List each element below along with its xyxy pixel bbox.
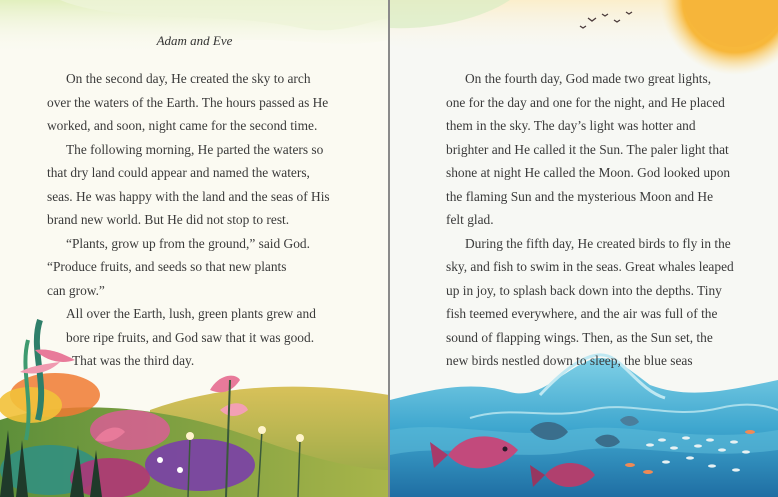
text-line: worked, and soon, night came for the second time. (47, 118, 318, 133)
left-page-text (47, 67, 330, 373)
text-line: On the fourth day, God made two great lights, (465, 71, 712, 86)
text-line: “Produce fruits, and seeds so that new plants (47, 259, 287, 274)
text-line: shone at night He called the Moon. God looked upon (446, 165, 731, 180)
right-page (390, 0, 778, 497)
text-line: new birds nestled down to sleep, the blue seas (446, 353, 693, 368)
yellow-shrub (0, 387, 62, 423)
text-line: The following morning, He parted the waters so (66, 141, 324, 157)
text-line: up in joy, to splash back down into the depths. Tiny (446, 282, 722, 298)
text-line: can grow.” (47, 282, 105, 298)
text-line: them in the sky. The day’s light was hotter and (446, 118, 696, 133)
text-line: brand new world. But He did not stop to rest. (47, 212, 290, 227)
text-line: That was the third day. (72, 353, 195, 368)
pink-shrub (90, 410, 170, 450)
purple-shrub (145, 439, 255, 491)
text-line: “Plants, grow up from the ground,” said God. (66, 235, 310, 251)
flower-head (177, 467, 183, 473)
text-line: On the second day, He created the sky to arch (66, 71, 311, 86)
text-line: that dry land could appear and named the waters, (47, 165, 310, 180)
text-line: brighter and He called it the Sun. The paler light that (446, 141, 729, 157)
text-line: All over the Earth, lush, green plants grew and (66, 306, 316, 321)
right-page-text (446, 67, 734, 373)
text-line: felt glad. (446, 212, 494, 227)
text-line: seas. He was happy with the land and the seas of His (47, 188, 330, 204)
running-head: Adam and Eve (156, 33, 233, 48)
text-line: over the waters of the Earth. The hours passed as He (47, 94, 329, 110)
fish-eye (503, 447, 508, 452)
text-line: sound of flapping wings. Then, as the Sun set, the (446, 329, 713, 345)
text-line: During the fifth day, He created birds to fly in the (465, 235, 731, 251)
text-line: the flaming Sun and the mysterious Moon and He (446, 188, 714, 204)
flower-head (258, 426, 266, 434)
flower-head (296, 434, 304, 442)
flower-head (157, 457, 163, 463)
text-line: one for the day and one for the night, and He placed (446, 94, 725, 110)
text-line: fish teemed everywhere, and the air was full of the (446, 306, 718, 321)
flower-head (186, 432, 194, 440)
text-line: bore ripe fruits, and God saw that it was good. (66, 329, 315, 345)
pink-leaf (210, 376, 240, 393)
text-line: sky, and fish to swim in the seas. Great whales leaped (446, 259, 734, 274)
